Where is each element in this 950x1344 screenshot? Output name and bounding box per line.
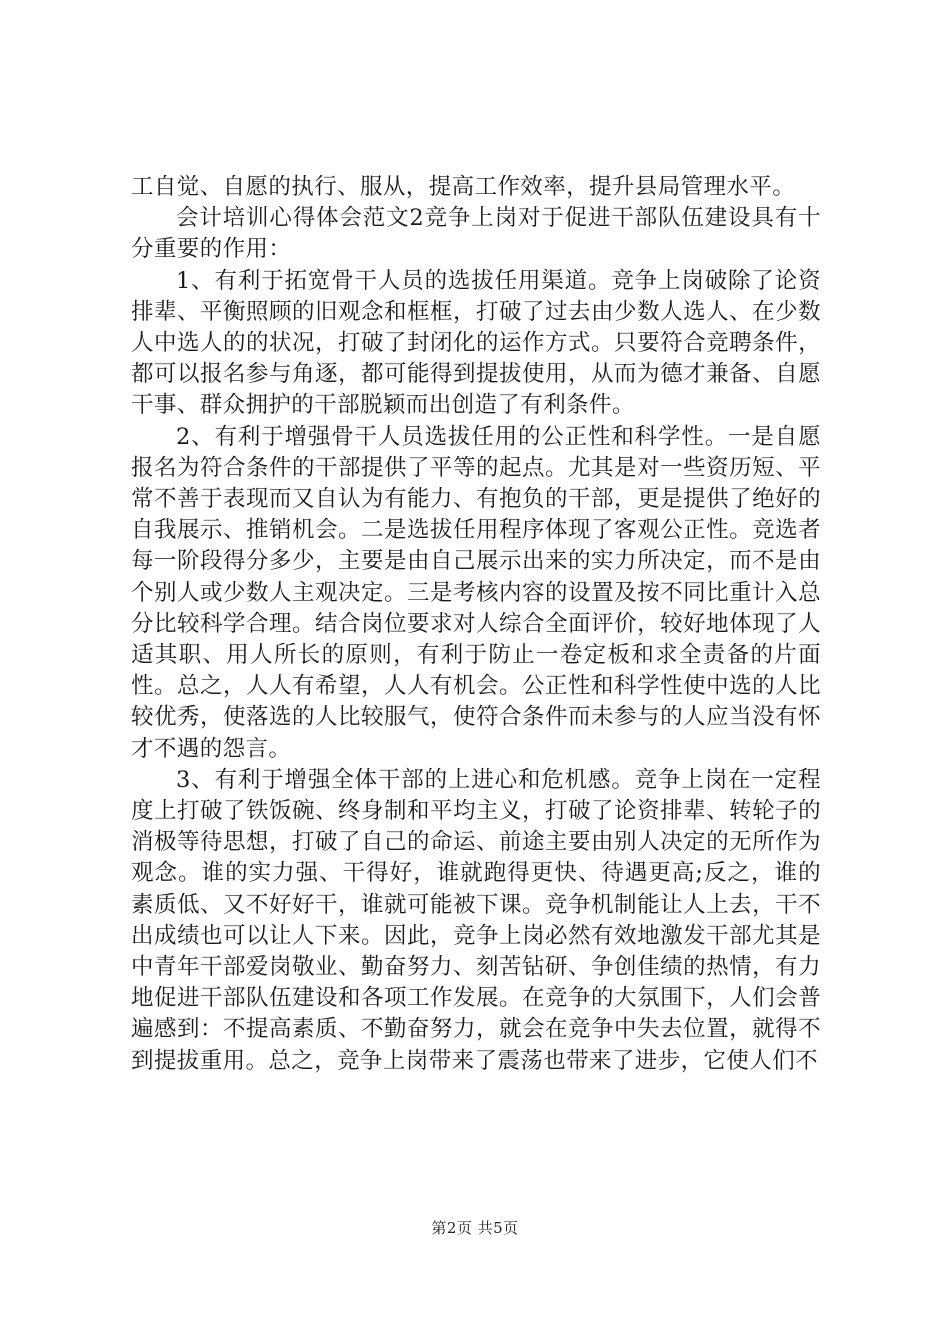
paragraph-continued: 工自觉、自愿的执行、服从，提高工作效率，提升县局管理水平。 xyxy=(131,174,796,200)
paragraph-intro: 会计培训心得体会范文2竞争上岗对于促进干部队伍建设具有十分重要的作用： xyxy=(131,205,821,263)
paragraph-point-2: 2、有利于增强骨干人员选拔任用的公正性和科学性。一是自愿报名为符合条件的干部提供了平等的起点。尤其是对一些资历短、平常不善于表现而又自认为有能力、有抱负的干部，更是提供了绝好的自我展示、推销机会。二是选拔任用程序体现了客观公正性。竞选者每一阶段得分多少，主要是由自己展示出来的实力所决定，而不是由个别人或少数人主观决定。三是考核内容的设置及按不同比重计入总分比较科学合理。结合岗位要求对人综合全面评价，较好地体现了人适其职、用人所长的原则，有利于防止一卷定板和求全责备的片面性。总之，人人有希望，人人有机会。公正性和科学性使中选的人比较优秀，使落选的人比较服气，使符合条件而未参与的人应当没有怀才不遇的怨言。 xyxy=(131,423,821,762)
paragraph-point-3: 3、有利于增强全体干部的上进心和危机感。竞争上岗在一定程度上打破了铁饭碗、终身制和平均主义，打破了论资排辈、转轮子的消极等待思想，打破了自己的命运、前途主要由别人决定的无所作为观念。谁的实力强、干得好，谁就跑得更快、待遇更高;反之，谁的素质低、又不好好干，谁就可能被下课。竞争机制能让人上去，干不出成绩也可以让人下来。因此，竞争上岗必然有效地激发干部尤其是中青年干部爱岗敬业、勤奋努力、刻苦钻研、争创佳绩的热情，有力地促进干部队伍建设和各项工作发展。在竞争的大氛围下，人们会普遍感到：不提高素质、不勤奋努力，就会在竞争中失去位置，就得不到提拔重用。总之，竞争上岗带来了震荡也带来了进步，它使人们不 xyxy=(131,766,821,1074)
document-body xyxy=(131,172,821,1077)
page-number-footer: 第2页 共5页 xyxy=(431,1219,519,1237)
paragraph-point-1: 1、有利于拓宽骨干人员的选拔任用渠道。竞争上岗破除了论资排辈、平衡照顾的旧观念和框框，打破了过去由少数人选人、在少数人中选人的的状况，打破了封闭化的运作方式。只要符合竞聘条件，都可以报名参与角逐，都可能得到提拔使用，从而为德才兼备、自愿干事、群众拥护的干部脱颖而出创造了有利条件。 xyxy=(131,267,821,419)
